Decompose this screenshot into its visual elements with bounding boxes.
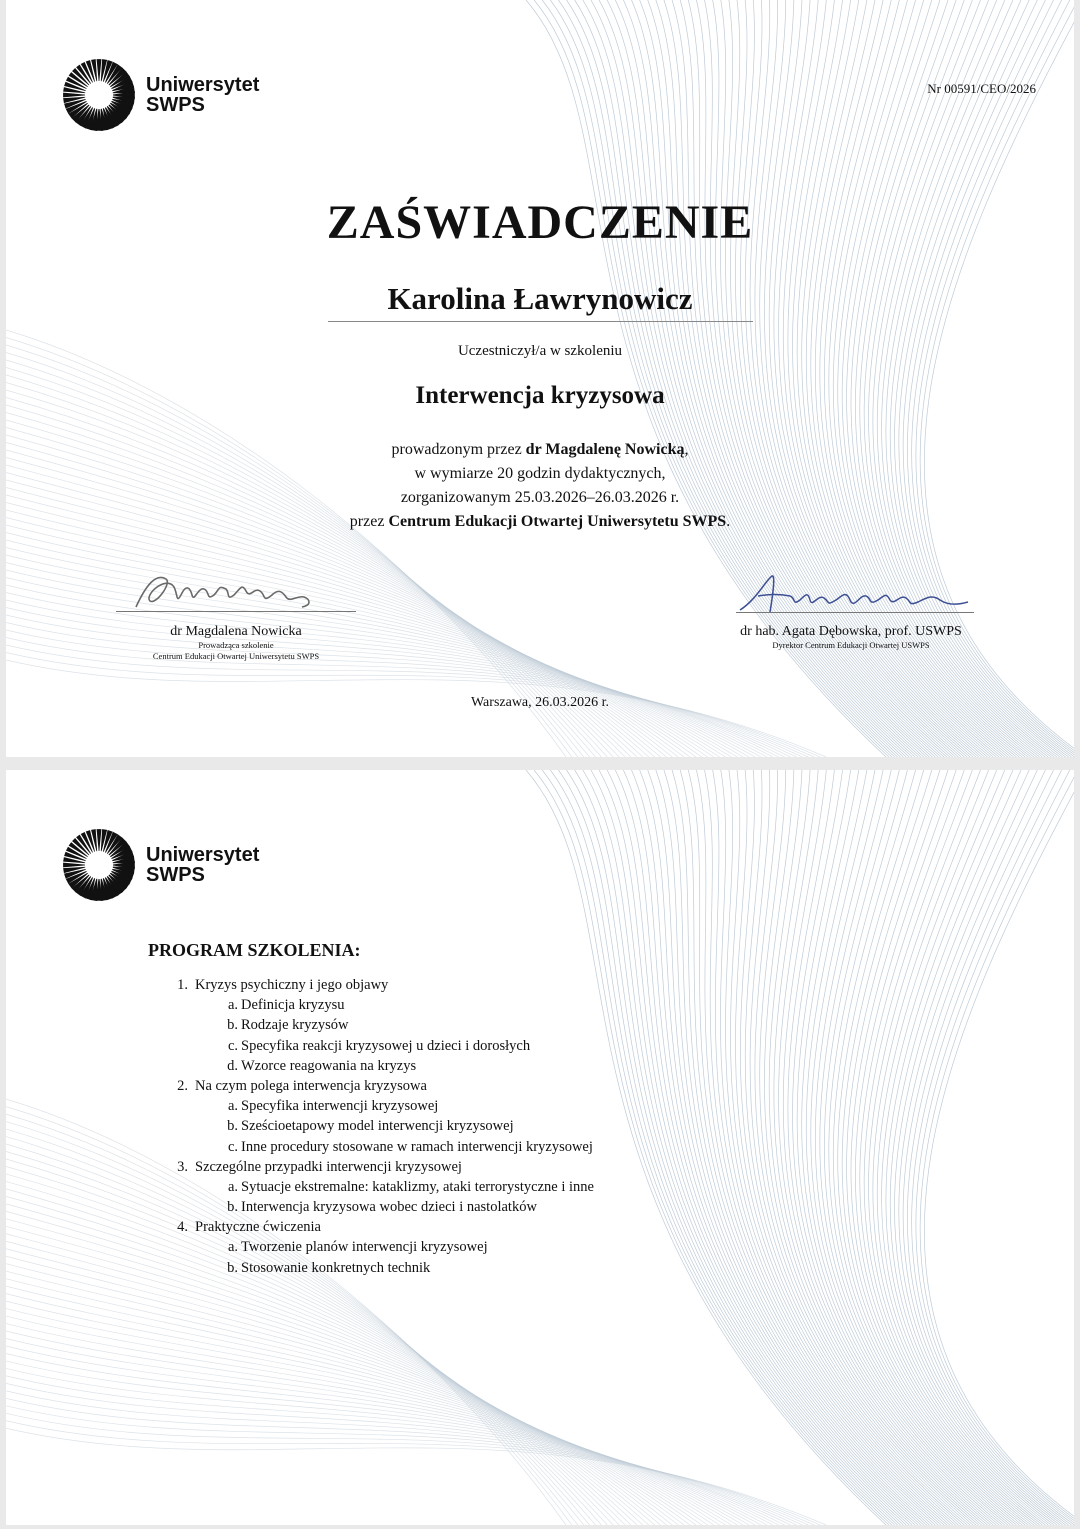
trainer-name: dr Magdalenę Nowicką (525, 441, 685, 458)
signatory-left-name: dr Magdalena Nowicka (170, 624, 302, 639)
item-text: Inne procedury stosowane w ramach interwencji kryzysowej (241, 1138, 593, 1155)
item-text: Definicja kryzysu (241, 997, 345, 1014)
place-date: Warszawa, 26.03.2026 r. (470, 695, 610, 710)
course-title: Interwencja kryzysowa (415, 382, 665, 409)
signatory-right-role: Dyrektor Centrum Edukacji Otwartej USWPS (772, 640, 930, 650)
item-letter: c. (227, 1037, 238, 1054)
item-letter: a. (227, 1178, 238, 1195)
course-description (6, 438, 1074, 534)
item-letter: b. (227, 1017, 238, 1034)
item-text: Rodzaje kryzysów (241, 1017, 349, 1034)
item-letter: a. (227, 1239, 238, 1256)
logo-line2: SWPS (146, 864, 205, 886)
logo-line2: SWPS (146, 94, 205, 116)
item-letter: c. (227, 1138, 238, 1155)
section-title: Praktyczne ćwiczenia (195, 1219, 321, 1236)
sunburst-logo-icon (62, 828, 136, 902)
item-letter: b. (227, 1259, 238, 1276)
signatory-right (706, 624, 996, 651)
desc-text: prowadzonym przez (391, 441, 526, 458)
signature-left (126, 565, 326, 615)
section-title: Kryzys psychiczny i jego objawy (195, 977, 389, 993)
recipient-name: Karolina Ławrynowicz (387, 281, 693, 316)
item-text: Specyfika reakcji kryzysowej u dzieci i dorosłych (241, 1037, 531, 1054)
certificate-number: Nr 00591/CEO/2026 (927, 81, 1036, 96)
signature-line-left (116, 611, 356, 612)
desc-hours: w wymiarze 20 godzin dydaktycznych, (414, 465, 666, 482)
organizer-name: Centrum Edukacji Otwartej Uniwersytetu SWPS (388, 513, 727, 530)
item-letter: a. (227, 1098, 238, 1115)
logo-ray (63, 93, 85, 98)
item-letter: b. (227, 1118, 238, 1135)
signature-line-right (736, 612, 974, 613)
signature-right (736, 570, 976, 618)
item-letter: a. (227, 997, 238, 1014)
program-page (6, 770, 1074, 1525)
section-number: 3. (177, 1158, 188, 1175)
signatory-left-role: Prowadząca szkolenie (198, 640, 274, 650)
desc-text: , (684, 441, 689, 458)
item-text: Interwencja kryzysowa wobec dzieci i nastolatków (241, 1199, 537, 1216)
section-title: Szczególne przypadki interwencji kryzysowej (195, 1158, 462, 1175)
university-logo (62, 828, 259, 902)
item-text: Stosowanie konkretnych technik (241, 1259, 431, 1276)
item-text: Sześcioetapowy model interwencji kryzysowej (241, 1118, 514, 1135)
desc-text: . (726, 513, 731, 530)
program-title: PROGRAM SZKOLENIA: (148, 940, 361, 960)
desc-text: przez (349, 513, 389, 530)
sunburst-logo-icon (62, 58, 136, 132)
signatory-left-unit: Centrum Edukacji Otwartej Uniwersytetu SWPS (152, 651, 320, 661)
item-letter: d. (227, 1057, 238, 1074)
logo-ray (97, 829, 102, 851)
logo-ray (63, 863, 85, 868)
item-letter: b. (227, 1199, 238, 1216)
certificate-page (6, 0, 1074, 757)
logo-line1: Uniwersytet (146, 844, 260, 866)
participation-text: Uczestniczył/a w szkoleniu (457, 343, 623, 359)
section-title: Na czym polega interwencja kryzysowa (195, 1077, 427, 1094)
signatory-left (106, 624, 366, 662)
section-number: 4. (177, 1219, 188, 1236)
item-text: Specyfika interwencji kryzysowej (241, 1098, 439, 1115)
item-text: Sytuacje ekstremalne: kataklizmy, ataki terrorystyczne i inne (241, 1178, 594, 1195)
logo-line1: Uniwersytet (146, 74, 260, 96)
section-number: 2. (177, 1077, 188, 1094)
name-underline (328, 321, 753, 322)
section-number: 1. (177, 977, 188, 993)
certificate-title: ZAŚWIADCZENIE (326, 196, 754, 249)
desc-dates: zorganizowanym 25.03.2026–26.03.2026 r. (400, 489, 680, 506)
item-text: Tworzenie planów interwencji kryzysowej (241, 1239, 488, 1256)
signatory-right-name: dr hab. Agata Dębowska, prof. USWPS (740, 624, 962, 639)
university-logo (62, 58, 259, 132)
logo-ray (97, 59, 102, 81)
item-text: Wzorce reagowania na kryzys (241, 1057, 417, 1074)
